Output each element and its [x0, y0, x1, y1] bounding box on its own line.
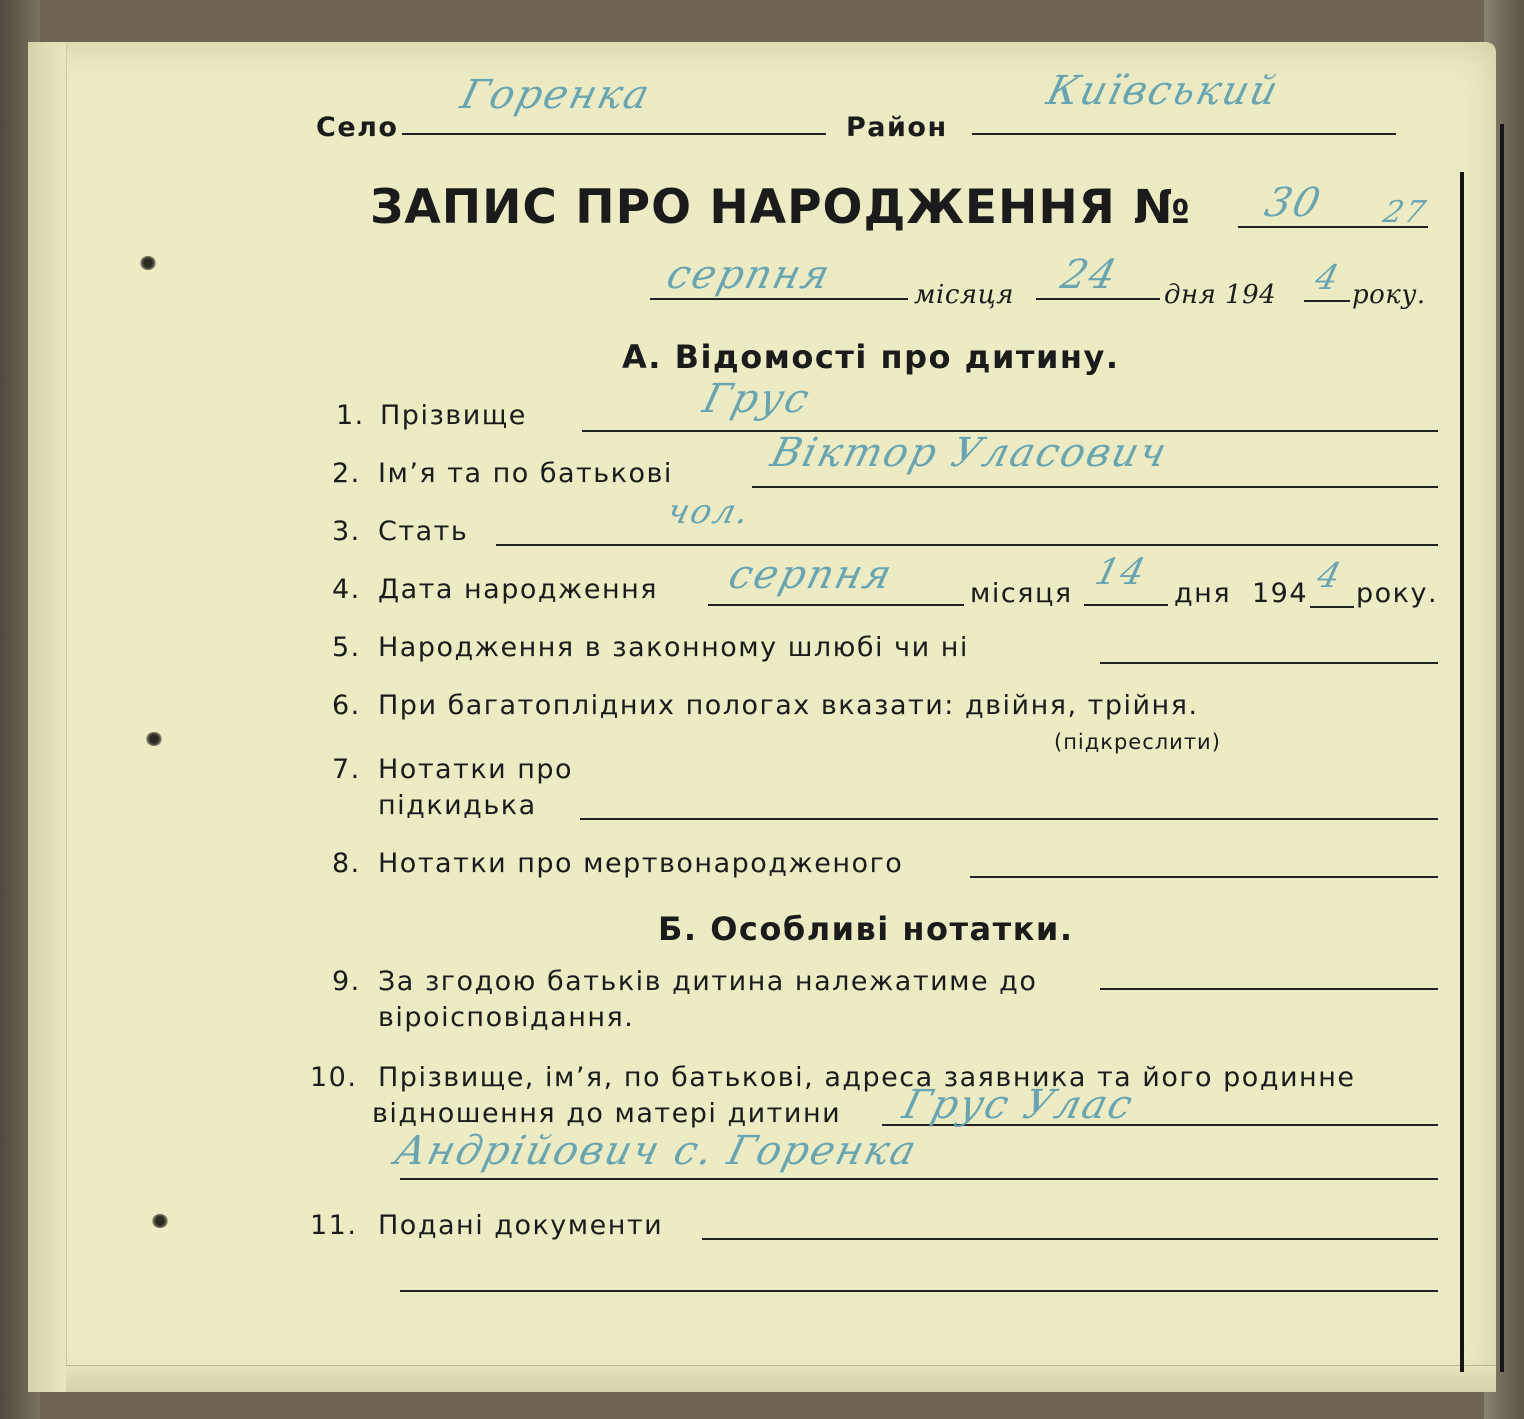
name-handwritten: Віктор Уласович: [766, 430, 1173, 476]
item-7-line: [580, 818, 1438, 820]
bottom-edge: [66, 1365, 1496, 1392]
item-9-line: [1100, 988, 1438, 990]
record-year-label: року.: [1352, 280, 1426, 310]
item-5-label: Народження в законному шлюбі чи ні: [378, 632, 969, 663]
section-a-title: А. Відомості про дитину.: [622, 338, 1120, 376]
punch-hole: [152, 1214, 168, 1228]
record-day-handwritten: 24: [1056, 252, 1123, 298]
birth-month-line: [708, 604, 964, 606]
item-10-line-2: [400, 1178, 1438, 1180]
birth-year-line: [1310, 606, 1354, 608]
village-handwritten: Горенка: [456, 72, 656, 118]
item-4-label: Дата народження: [378, 574, 659, 605]
district-line: [972, 133, 1396, 135]
item-8-line: [970, 876, 1438, 878]
record-year-line: [1304, 300, 1350, 302]
item-2-line: [752, 486, 1438, 488]
birth-day-handwritten: 14: [1090, 552, 1151, 593]
birth-month-label: місяця: [970, 578, 1073, 609]
birth-year-prefix: 194: [1252, 578, 1309, 609]
item-6-number: 6.: [332, 690, 361, 721]
item-11-line-2: [400, 1290, 1438, 1292]
item-7-label-line1: Нотатки про: [378, 754, 574, 785]
document-title: ЗАПИС ПРО НАРОДЖЕННЯ №: [370, 180, 1191, 235]
item-4-number: 4.: [332, 574, 361, 605]
item-6-label: При багатоплідних пологах вказати: двійня, трійня.: [378, 690, 1199, 721]
village-line: [402, 133, 826, 135]
district-handwritten: Київський: [1042, 68, 1285, 114]
birth-month-handwritten: серпня: [724, 552, 899, 598]
item-10-number: 10.: [310, 1062, 358, 1093]
item-7-label-line2: підкидька: [378, 790, 537, 821]
item-11-label: Подані документи: [378, 1210, 664, 1241]
sex-handwritten: чол.: [663, 492, 756, 532]
item-7-number: 7.: [332, 754, 361, 785]
item-8-label: Нотатки про мертвонародженого: [378, 848, 904, 879]
item-3-label: Стать: [378, 516, 469, 547]
birth-year-handwritten: 4: [1313, 556, 1347, 596]
record-day-line: [1036, 298, 1160, 300]
record-month-handwritten: серпня: [662, 252, 837, 298]
record-month-label: місяця: [914, 280, 1015, 310]
item-8-number: 8.: [332, 848, 361, 879]
punch-hole: [146, 732, 162, 746]
bound-edge: [28, 42, 67, 1392]
record-number-handwritten: 30: [1260, 180, 1327, 226]
item-9-label-line1: За згодою батьків дитина належатиме до: [378, 966, 1038, 997]
section-b-title: Б. Особливі нотатки.: [658, 910, 1074, 948]
item-2-label: Ім’я та по батькові: [378, 458, 673, 489]
surname-handwritten: Грус: [698, 376, 816, 422]
item-9-number: 9.: [332, 966, 361, 997]
punch-hole: [140, 256, 156, 270]
item-9-label-line2: віроісповідання.: [378, 1002, 635, 1033]
item-6-note: (підкреслити): [1054, 730, 1221, 754]
item-11-number: 11.: [310, 1210, 358, 1241]
village-label: Село: [316, 112, 399, 143]
border-line-outer: [1500, 124, 1504, 1372]
birth-day-line: [1084, 604, 1168, 606]
applicant-handwritten-line2: Андрійович с. Горенка: [390, 1128, 923, 1174]
item-10-label-line1: Прізвище, ім’я, по батькові, адреса заявника та його родинне: [378, 1062, 1356, 1093]
item-3-line: [496, 544, 1438, 546]
birth-day-label: дня: [1174, 578, 1232, 609]
item-1-label: Прізвище: [380, 400, 527, 431]
item-2-number: 2.: [332, 458, 361, 489]
district-label: Район: [846, 112, 948, 143]
record-number-note-handwritten: 27: [1379, 195, 1431, 230]
birth-year-label: року.: [1356, 578, 1439, 609]
item-5-number: 5.: [332, 632, 361, 663]
record-month-line: [650, 298, 908, 300]
item-3-number: 3.: [332, 516, 361, 547]
record-day-label: дня 194: [1164, 280, 1277, 310]
record-year-handwritten: 4: [1311, 258, 1345, 298]
item-5-line: [1100, 662, 1438, 664]
item-1-number: 1.: [336, 400, 365, 431]
item-10-label-line2: відношення до матері дитини: [372, 1098, 842, 1129]
border-line-inner: [1460, 172, 1464, 1372]
item-11-line-1: [702, 1238, 1438, 1240]
applicant-handwritten-line1: Грус Улас: [898, 1082, 1139, 1128]
